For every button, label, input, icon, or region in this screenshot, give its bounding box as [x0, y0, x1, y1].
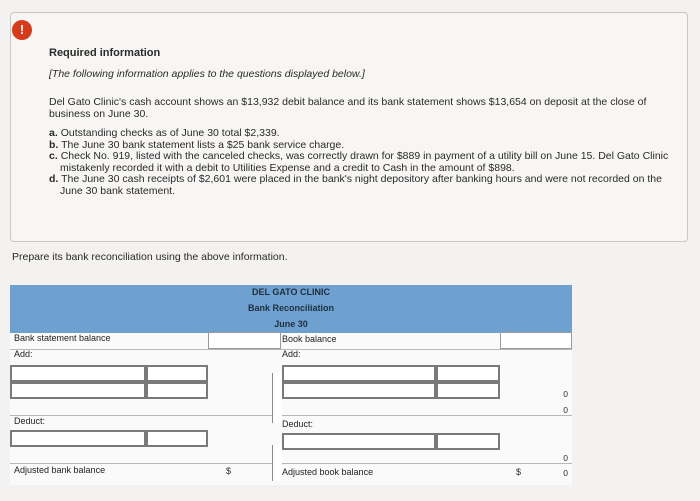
bank-add-description-input-1[interactable] — [10, 365, 146, 382]
list-item: c. Check No. 919, listed with the canceled checks, was correctly drawn for $889 in payment of a utility bill on June 15. Del Gato Clinic mistakenly recorded it with a debit to Utilities Expense and a credit to Cash in the amount of $898. — [49, 150, 669, 174]
required-info-title: Required information — [49, 47, 161, 59]
bank-reconciliation-table — [10, 285, 572, 485]
book-add-description-input-2[interactable] — [282, 382, 436, 399]
bank-dollar-sign: $ — [226, 466, 232, 476]
adjusted-book-balance-value: 0 — [563, 468, 568, 478]
book-add-description-input-1[interactable] — [282, 365, 436, 382]
divider — [10, 463, 572, 464]
book-deduct-amount-input[interactable] — [436, 433, 500, 450]
column-divider — [272, 373, 282, 423]
adjusted-bank-balance-label: Adjusted bank balance — [14, 465, 106, 475]
problem-intro: Del Gato Clinic's cash account shows an $13,932 debit balance and its bank statement shows $13,654 on deposit at the close of business on June 30. — [49, 96, 647, 120]
book-add-amount-input-2[interactable] — [436, 382, 500, 399]
alert-icon: ! — [12, 20, 32, 40]
bank-deduct-description-input[interactable] — [10, 430, 146, 447]
statement-date: June 30 — [274, 319, 308, 329]
book-deduct-description-input[interactable] — [282, 433, 436, 450]
column-divider — [272, 445, 282, 481]
book-balance-input[interactable] — [500, 332, 572, 349]
book-add-subtotal-2: 0 — [563, 405, 568, 415]
bank-add-description-input-2[interactable] — [10, 382, 146, 399]
book-add-subtotal-1: 0 — [563, 389, 568, 399]
book-after-deduct-value: 0 — [563, 453, 568, 463]
bank-deduct-label: Deduct: — [14, 416, 46, 426]
instruction-text: Prepare its bank reconciliation using the above information. — [12, 251, 288, 263]
bank-add-amount-input-2[interactable] — [146, 382, 208, 399]
bank-add-label: Add: — [14, 349, 33, 359]
divider — [10, 415, 572, 416]
book-balance-label: Book balance — [282, 334, 337, 344]
bank-statement-balance-label: Bank statement balance — [14, 333, 111, 343]
book-add-amount-input-1[interactable] — [436, 365, 500, 382]
bank-statement-balance-input[interactable] — [208, 332, 281, 349]
list-item: a. Outstanding checks as of June 30 total $2,339. — [49, 127, 280, 139]
book-add-label: Add: — [282, 349, 301, 359]
list-item: b. The June 30 bank statement lists a $25 bank service charge. — [49, 138, 345, 151]
statement-title: Bank Reconciliation — [247, 303, 335, 313]
book-dollar-sign: $ — [516, 467, 522, 477]
bank-deduct-amount-input[interactable] — [146, 430, 208, 447]
book-deduct-label: Deduct: — [282, 419, 314, 429]
bank-add-amount-input-1[interactable] — [146, 365, 208, 382]
adjusted-book-balance-label: Adjusted book balance — [282, 467, 374, 477]
list-item: d. The June 30 cash receipts of $2,601 were placed in the bank's night depository after banking hours and were not recorded on the June 30 bank statement. — [49, 173, 662, 197]
company-name: DEL GATO CLINIC — [251, 287, 330, 297]
transaction-list — [49, 128, 669, 197]
required-info-subtitle: [The following information applies to the questions displayed below.] — [49, 68, 365, 80]
